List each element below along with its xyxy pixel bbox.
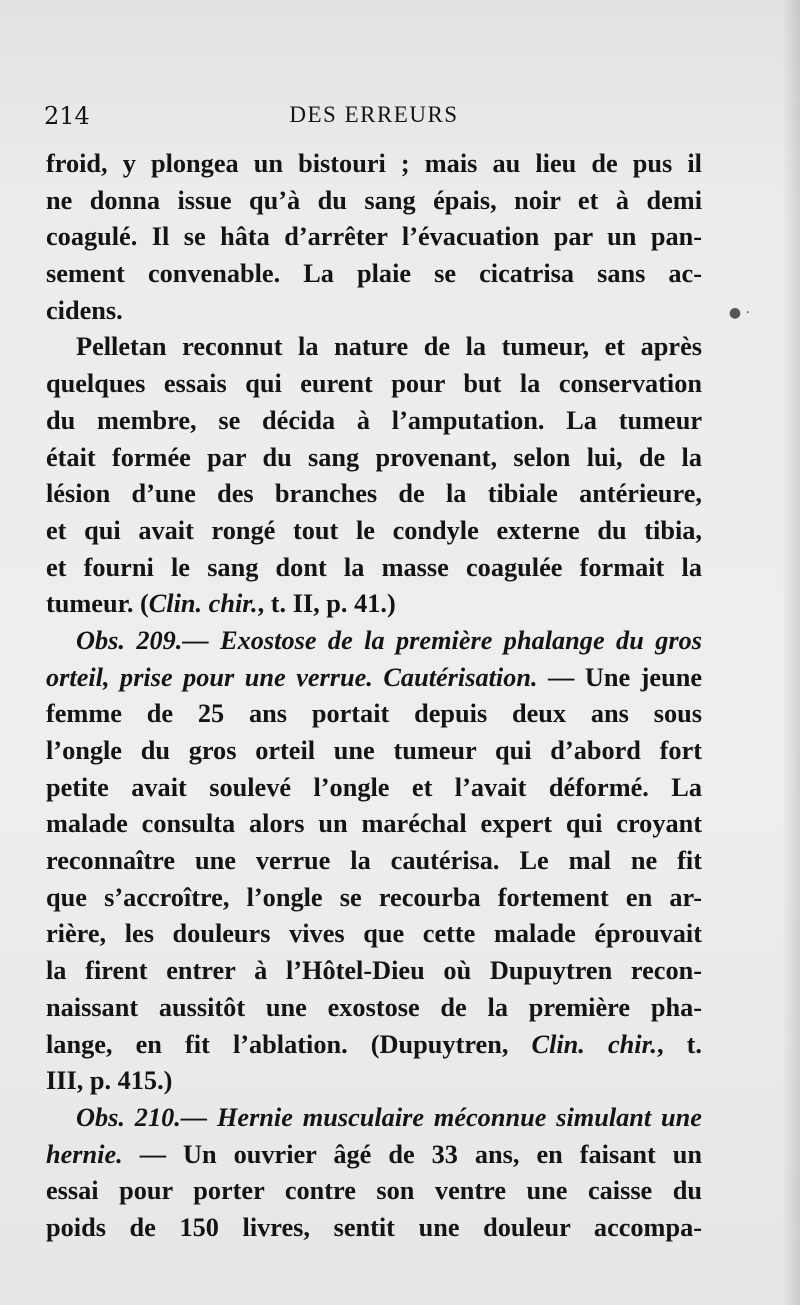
text-line: naissant aussitôt une exostose de la première pha- [46, 992, 702, 1022]
text-line: et qui avait rongé tout le condyle externe du tibia, [46, 515, 702, 545]
text-line: rière, les douleurs vives que cette malade éprouvait [46, 919, 702, 949]
body-text [46, 146, 702, 1247]
text-line: du membre, se décida à l’amputation. La tumeur [46, 405, 702, 435]
text-line: poids de 150 livres, sentit une douleur accompa- [46, 1212, 702, 1242]
text-line: ne donna issue qu’à du sang épais, noir et à demi [46, 185, 702, 215]
text-line: l’ongle du gros orteil une tumeur qui d’abord fort [46, 736, 702, 765]
text-fragment: tumeur. ( [46, 589, 149, 619]
citation-title: Clin. chir. [148, 589, 258, 619]
text-line: sement convenable. La plaie se cicatrisa sans ac- [46, 259, 702, 289]
text-line: reconnaître une verrue la cautérisa. Le mal ne fit [46, 846, 702, 876]
text-line: quelques essais qui eurent pour but la conservation [46, 369, 702, 399]
text-line: la firent entrer à l’Hôtel-Dieu où Dupuytren recon- [46, 956, 702, 986]
citation-title: Clin. chir. [531, 1029, 657, 1059]
running-head: DES ERREURS [289, 102, 459, 127]
observation-heading-209 [46, 623, 702, 660]
text-fragment: — Une jeune [537, 662, 702, 692]
text-fragment: , t. II, p. 41.) [257, 589, 396, 619]
text-line: femme de 25 ans portait depuis deux ans sous [46, 699, 702, 729]
print-speck: ● · [728, 305, 750, 321]
text-line: froid, y plongea un bistouri ; mais au lieu de pus il [46, 149, 702, 178]
text-line: que s’accroître, l’ongle se recourba fortement en ar- [46, 882, 702, 912]
observation-title: — Hernie musculaire méconnue simulant une [180, 1102, 702, 1132]
text-line: cidens. [46, 295, 123, 325]
text-line [46, 586, 702, 623]
observation-title: — Exostose de la première phalange du gros [182, 625, 702, 655]
page-number: 214 [44, 102, 90, 130]
page-edge-shadow [782, 0, 800, 1305]
text-line: coagulé. Il se hâta d’arrêter l’évacuation par un pan- [46, 222, 702, 252]
text-fragment: lange, en fit l’ablation. (Dupuytren, [46, 1029, 532, 1059]
text-line: petite avait soulevé l’ongle et l’avait déformé. La [46, 772, 702, 802]
observation-heading-210 [46, 1100, 702, 1137]
text-fragment: , t. [656, 1029, 702, 1059]
text-line [46, 1137, 702, 1174]
text-line: et fourni le sang dont la masse coagulée formait la [46, 552, 702, 582]
text-line [46, 1027, 702, 1064]
observation-number: Obs. 210. [76, 1102, 181, 1132]
text-line [46, 660, 702, 697]
page-header [44, 98, 704, 138]
text-fragment: — Un ouvrier âgé de 33 ans, en faisant un [122, 1139, 702, 1169]
text-line: malade consulta alors un maréchal expert qui croyant [46, 809, 702, 839]
text-line: III, p. 415.) [46, 1066, 173, 1096]
text-line: Pelletan reconnut la nature de la tumeur, et après [76, 332, 702, 362]
text-line: essai pour porter contre son ventre une caisse du [46, 1176, 702, 1206]
text-line: était formée par du sang provenant, selon lui, de la [46, 442, 702, 472]
observation-number: Obs. 209. [76, 625, 183, 655]
text-line: lésion d’une des branches de la tibiale antérieure, [46, 479, 702, 509]
observation-title: hernie. [46, 1139, 123, 1169]
observation-title: orteil, prise pour une verrue. Cautérisation. [46, 662, 538, 692]
